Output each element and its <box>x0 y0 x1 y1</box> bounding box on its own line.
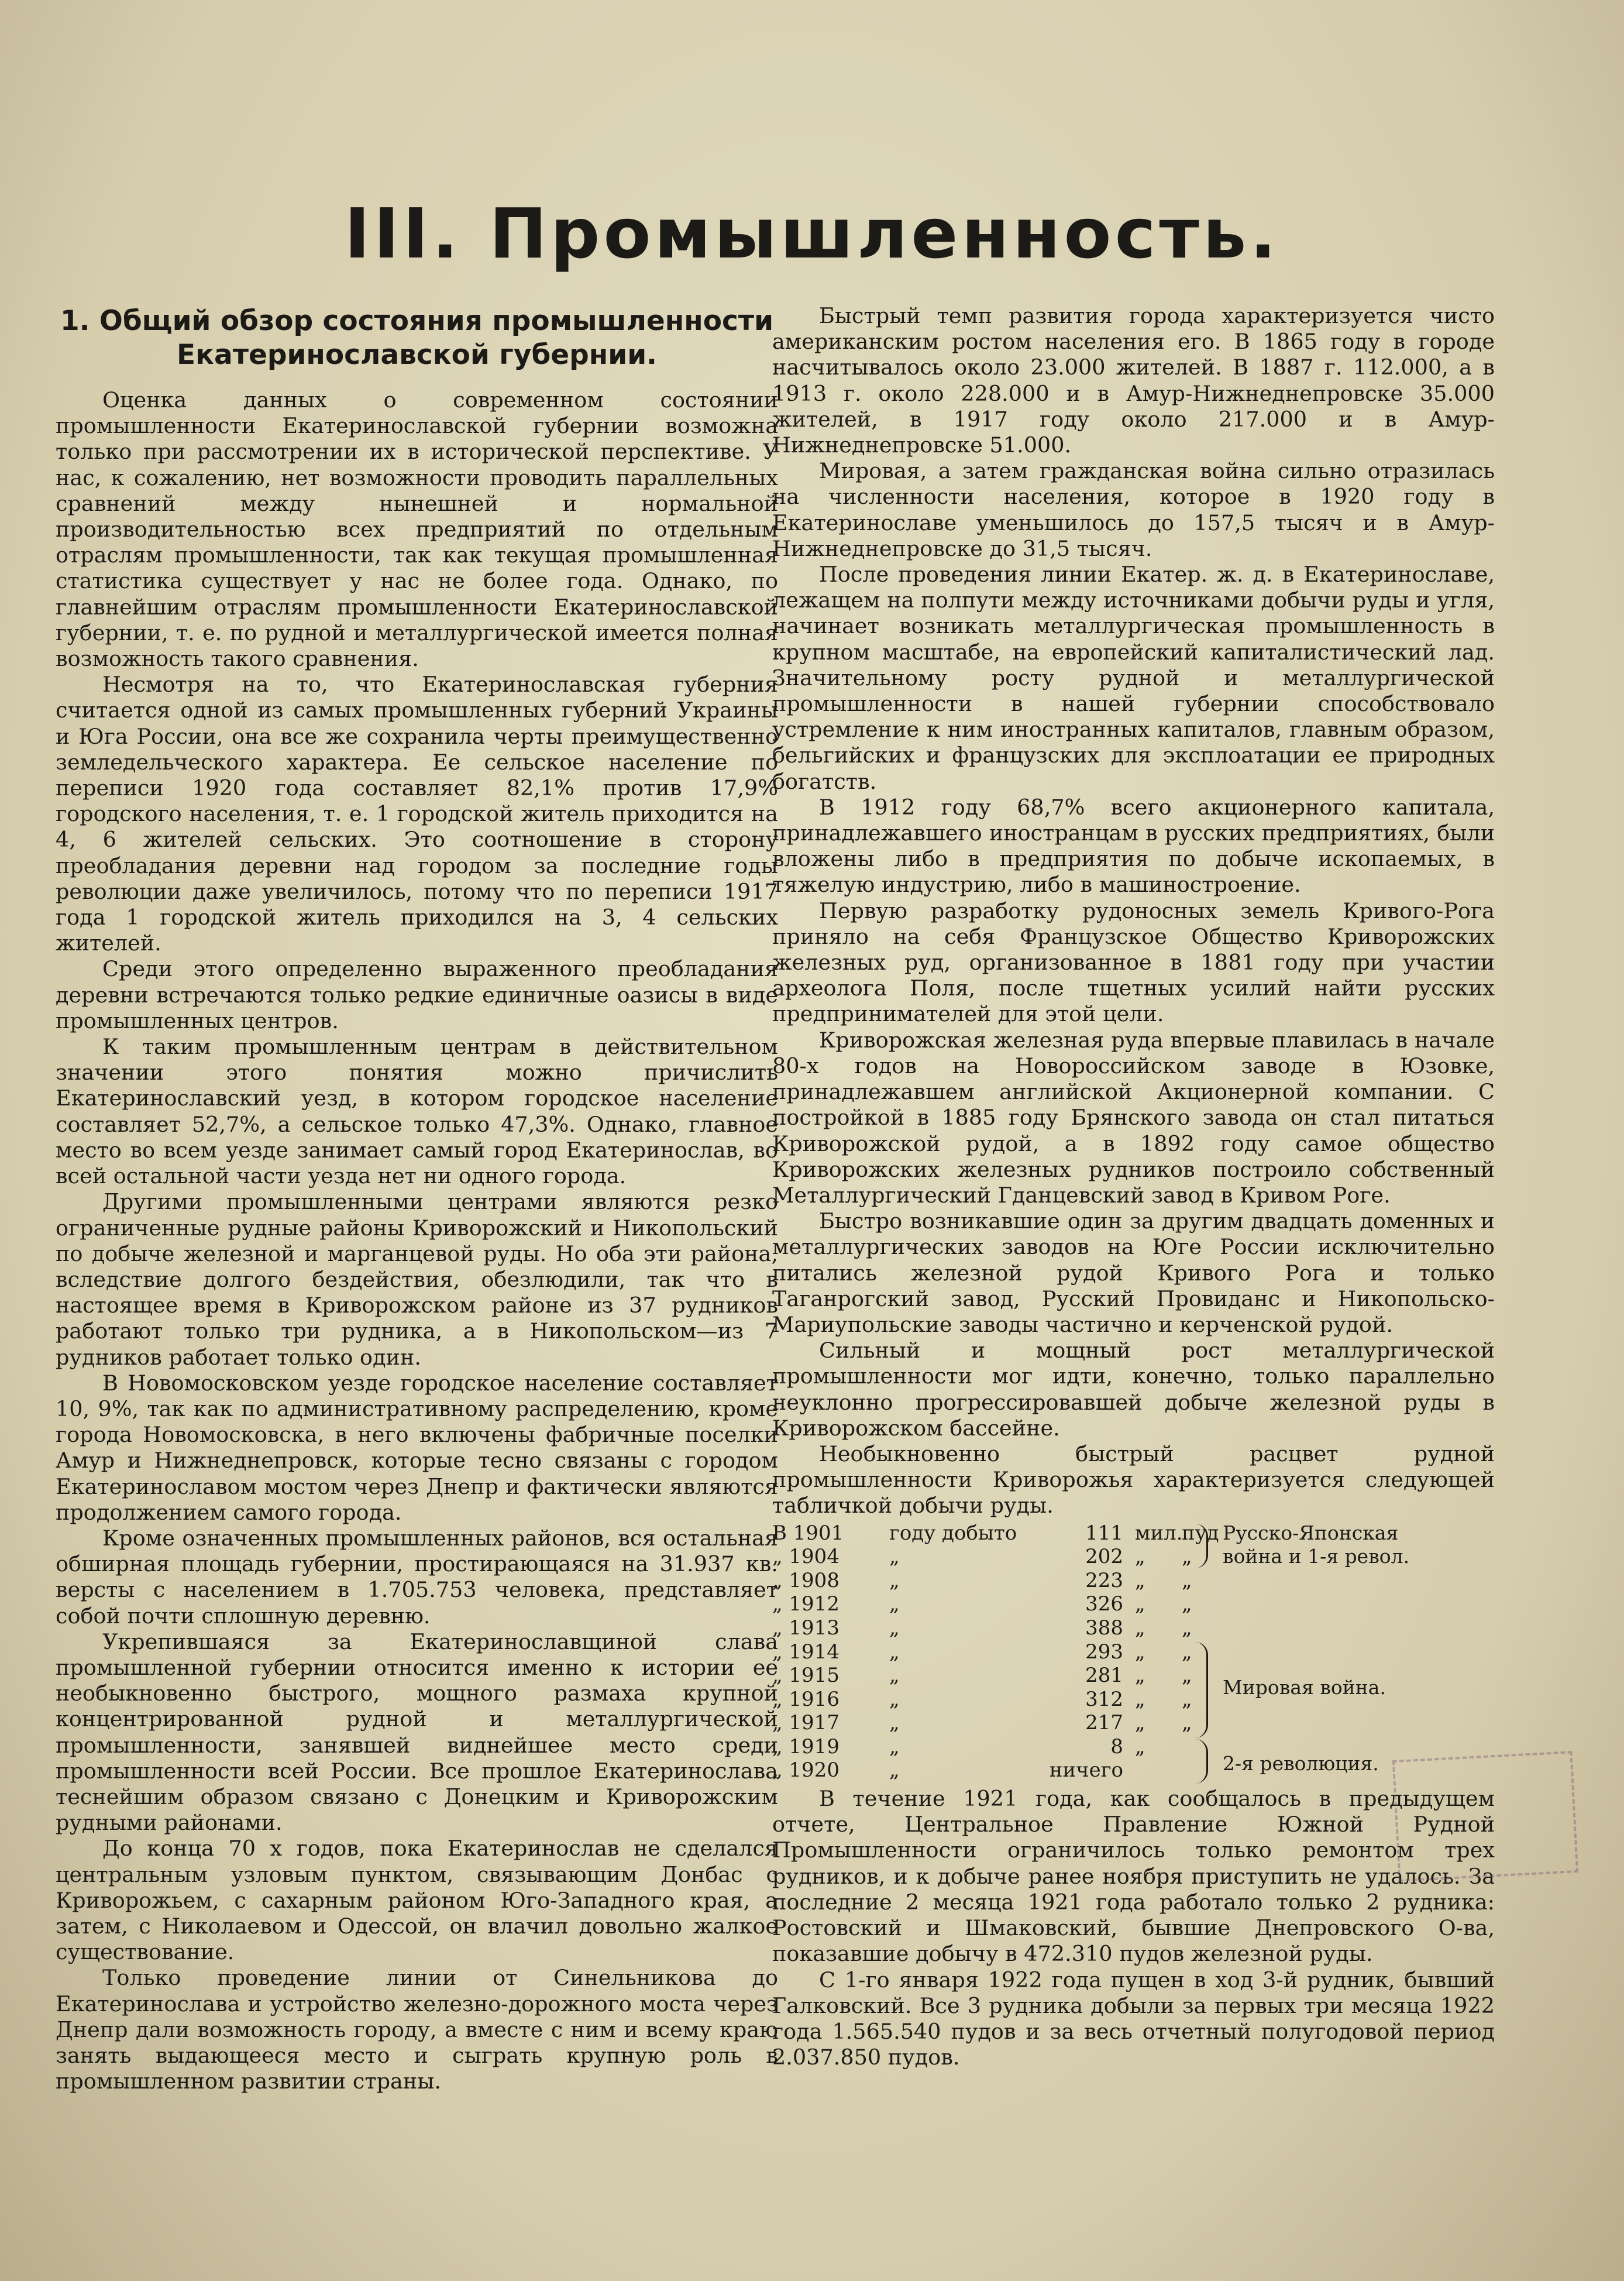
section-title <box>56 304 778 372</box>
paragraph: После проведения линии Екатер. ж. д. в Екатеринославе, лежащем на полпути между источниками добычи руды и угля, начинает возникать металлургическая промышленность в крупном масштабе, на европейский капиталистический лад. Значительному росту рудной и металлургической промышленности в нашей губернии способствовало устремление к ним иностранных капиталов, главным образом, бельгийских и французских для эксплоатации ее природных богатств. <box>772 562 1495 794</box>
paragraph: Криворожская железная руда впервые плавилась в начале 80-х годов на Новороссийском заводе в Юзовке, принадлежавшем английской Акционерной компании. С постройкой в 1885 году Брянского завода он стал питаться Криворожской рудой, а в 1892 году самое общество Криворожских железных рудников построило собственный Металлургический Гданцевский завод в Кривом Роге. <box>772 1027 1495 1208</box>
table-notes <box>1193 1521 1498 1783</box>
paragraph: Сильный и мощный рост металлургической промышленности мог идти, конечно, только параллельно неуклонно прогрессировавшей добыче железной руды в Криворожском бассейне. <box>772 1338 1495 1441</box>
paragraph: Только проведение линии от Синельникова до Екатеринослава и устройство железно-дорожного моста через Днепр дали возможность городу, а вместе с ним и всему краю занять выдающееся место и сыграть крупную роль в промышленном развитии страны. <box>56 1965 778 2094</box>
year-cell: „ 1914 <box>772 1640 839 1664</box>
unit2-cell: „ <box>1182 1687 1192 1711</box>
paragraph: Укрепившаяся за Екатеринославщиной слава промышленной губернии относится именно к истории ее необыкновенно быстрого, мощного размаха крупной концентрированной рудной и металлургической промышленности, занявшей виднейшее место среди промышленности всей России. Все прошлое Екатеринослава теснейшим образом связано с Донецким и Криворожским рудными районами. <box>56 1629 778 1836</box>
value-cell: 202 <box>1085 1545 1123 1569</box>
paragraph: Первую разработку рудоносных земель Кривого-Рога приняло на себя Французское Общество Криворожских железных руд, организованное в 1881 году при участии археолога Поля, после тщетных усилий найти русских предпринимателей для этой цели. <box>772 898 1495 1027</box>
unit-cell: „ <box>1135 1592 1145 1616</box>
paragraph: Среди этого определенно выраженного преобладания деревни встречаются только редкие единичные оазисы в виде промышленных центров. <box>56 956 778 1033</box>
unit-cell: „ <box>1135 1687 1145 1711</box>
year-cell: „ 1917 <box>772 1711 839 1735</box>
value-cell: 281 <box>1085 1664 1123 1688</box>
label-cell: „ <box>889 1640 900 1664</box>
unit2-cell: „ <box>1182 1592 1192 1616</box>
brace <box>1193 1739 1208 1784</box>
section-title-line-1: 1. Общий обзор состояния промышленности <box>60 305 774 337</box>
unit2-cell: „ <box>1182 1616 1192 1640</box>
year-cell: „ 1904 <box>772 1545 839 1569</box>
year-cell: „ 1916 <box>772 1687 839 1711</box>
paragraph: Быстрый темп развития города характеризуется чисто американским ростом населения его. В 1865 году в городе насчитывалось около 23.000 жителей. В 1887 г. 112.000, а в 1913 г. около 228.000 и в Амур-Нижнеднепровске 35.000 жителей, в 1917 году около 217.000 и в Амур-Нижнеднепровске 51.000. <box>772 303 1495 458</box>
year-cell: „ 1915 <box>772 1664 839 1688</box>
paragraph: Несмотря на то, что Екатеринославская губерния считается одной из самых промышленных губерний Украины и Юга России, она все же сохранила черты преимущественно земледельческого характера. Ее сельское население по переписи 1920 года составляет 82,1% против 17,9% городского населения, т. е. 1 городской житель приходится на 4, 6 жителей сельских. Это соотношение в сторону преобладания деревни над городом за последние годы революции даже увеличилось, потому что по переписи 1917 года 1 городской житель приходился на 3, 4 сельских жителей. <box>56 672 778 956</box>
paragraph: Другими промышленными центрами являются резко ограниченные рудные районы Криворожский и Никопольский по добыче железной и марганцевой руды. Но оба эти района, вследствие долгого бездействия, обезлюдили, так что в настоящее время в Криворожском районе из 37 рудников работают только три рудника, а в Никопольском—из 7 рудников работает только один. <box>56 1189 778 1370</box>
unit-cell: мил. <box>1135 1521 1183 1545</box>
ore-production-table <box>772 1521 1495 1783</box>
unit2-cell: „ <box>1182 1711 1192 1735</box>
note-world-war: Мировая война. <box>1223 1675 1386 1699</box>
year-cell: „ 1919 <box>772 1734 839 1758</box>
value-cell: ничего <box>1049 1758 1123 1782</box>
value-cell: 217 <box>1085 1711 1123 1735</box>
right-column <box>772 303 1495 2070</box>
paragraph: Необыкновенно быстрый расцвет рудной промышленности Криворожья характеризуется следующей табличкой добычи руды. <box>772 1441 1495 1519</box>
label-cell: „ <box>889 1711 900 1735</box>
label-cell: „ <box>889 1758 900 1782</box>
note-second-revolution: 2-я революция. <box>1223 1751 1379 1775</box>
unit-cell: „ <box>1135 1711 1145 1735</box>
year-cell: „ 1912 <box>772 1592 839 1616</box>
label-cell: „ <box>889 1616 900 1640</box>
value-cell: 111 <box>1085 1521 1123 1545</box>
section-title-line-2: Екатеринославской губернии. <box>177 339 657 371</box>
label-cell: „ <box>889 1592 900 1616</box>
value-cell: 8 <box>1110 1734 1123 1758</box>
paragraph: Быстро возникавшие один за другим двадцать доменных и металлургических заводов на Юге России исключительно питались железной рудой Кривого Рога и только Таганрогский завод, Русский Провиданс и Никопольско-Мариупольские заводы частично и керченской рудой. <box>772 1208 1495 1337</box>
brace <box>1193 1642 1208 1738</box>
unit-cell: „ <box>1135 1664 1145 1688</box>
label-cell: „ <box>889 1734 900 1758</box>
unit-cell: „ <box>1135 1568 1145 1592</box>
unit-cell: „ <box>1135 1640 1145 1664</box>
unit-cell: „ <box>1135 1545 1145 1569</box>
year-cell: „ 1908 <box>772 1568 839 1592</box>
paragraph: Мировая, а затем гражданская война сильно отразилась на численности населения, которое в 1920 году в Екатеринославе уменьшилось до 157,5 тысяч и в Амур-Нижнеднепровске до 31,5 тысяч. <box>772 458 1495 561</box>
year-cell: В 1901 <box>772 1521 844 1545</box>
value-cell: 388 <box>1085 1616 1123 1640</box>
value-cell: 223 <box>1085 1568 1123 1592</box>
value-cell: 293 <box>1085 1640 1123 1664</box>
unit-cell: „ <box>1135 1734 1145 1758</box>
unit2-cell: „ <box>1182 1664 1192 1688</box>
label-cell: году добыто <box>889 1521 1017 1545</box>
paragraph: В Новомосковском уезде городское население составляет 10, 9%, так как по административному распределению, кроме города Новомосковска, в него включены фабричные поселки Амур и Нижнеднепровск, которые тесно связаны с городом Екатеринославом мостом через Днепр и фактически являются продолжением самого города. <box>56 1370 778 1525</box>
left-column <box>56 304 778 2094</box>
paragraph: В течение 1921 года, как сообщалось в предыдущем отчете, Центральное Правление Южной Рудной Промышленности ограничилось только ремонтом трех рудников, и к добыче ранее ноября приступить не удалось. За последние 2 месяца 1921 года работало только 2 рудника: Ростовский и Шмаковский, бывшие Днепровского О-ва, показавшие добычу в 472.310 пудов железной руды. <box>772 1786 1495 1967</box>
faded-stamp <box>1392 1751 1578 1882</box>
page-title: III. Промышленность. <box>344 193 1280 274</box>
note-russo-japanese-war: Русско-Японская война и 1-я револ. <box>1223 1521 1410 1568</box>
unit2-cell: „ <box>1182 1640 1192 1664</box>
year-cell: „ 1913 <box>772 1616 839 1640</box>
year-cell: „ 1920 <box>772 1758 839 1782</box>
paragraph: До конца 70 х годов, пока Екатеринослав не сделался центральным узловым пунктом, связывающим Донбас с Криворожьем, с сахарным районом Юго-Западного края, а затем, с Николаевом и Одессой, он влачил довольно жалкое существование. <box>56 1836 778 1965</box>
label-cell: „ <box>889 1687 900 1711</box>
paragraph: В 1912 году 68,7% всего акционерного капитала, принадлежавшего иностранцам в русских предприятиях, были вложены либо в предприятия по добыче ископаемых, в тяжелую индустрию, либо в машиностроение. <box>772 794 1495 898</box>
label-cell: „ <box>889 1664 900 1688</box>
unit-cell: „ <box>1135 1616 1145 1640</box>
paragraph: Оценка данных о современном состоянии промышленности Екатеринославской губернии возможна только при рассмотрении их в исторической перспективе. У нас, к сожалению, нет возможности проводить параллельных сравнений между нынешней и нормальной производительностью всех предприятий по отдельным отраслям промышленности, так как текущая промышленная статистика существует у нас не более года. Однако, по главнейшим отраслям промышленности Екатеринославской губернии, т. е. по рудной и металлургической имеется полная возможность такого сравнения. <box>56 387 778 672</box>
label-cell: „ <box>889 1545 900 1569</box>
unit2-cell: „ <box>1182 1545 1192 1569</box>
brace <box>1193 1524 1208 1568</box>
value-cell: 326 <box>1085 1592 1123 1616</box>
paragraph: Кроме означенных промышленных районов, вся остальная обширная площадь губернии, простирающаяся на 31.937 кв. версты с населением в 1.705.753 человека, представляет собой почти сплошную деревню. <box>56 1525 778 1629</box>
paragraph: С 1-го января 1922 года пущен в ход 3-й рудник, бывший Галковский. Все 3 рудника добыли за первых три месяца 1922 года 1.565.540 пудов и за весь отчетный полугодовой период 2.037.850 пудов. <box>772 1967 1495 2070</box>
label-cell: „ <box>889 1568 900 1592</box>
unit2-cell: „ <box>1182 1568 1192 1592</box>
unit2-cell: пуд <box>1182 1521 1219 1545</box>
paragraph: К таким промышленным центрам в действительном значении этого понятия можно причислить Екатеринославский уезд, в котором городское население составляет 52,7%, а сельское только 47,3%. Однако, главное место во всем уезде занимает самый город Екатеринослав, во всей остальной части уезда нет ни одного города. <box>56 1034 778 1189</box>
unit-cell <box>1135 1758 1182 1782</box>
value-cell: 312 <box>1085 1687 1123 1711</box>
